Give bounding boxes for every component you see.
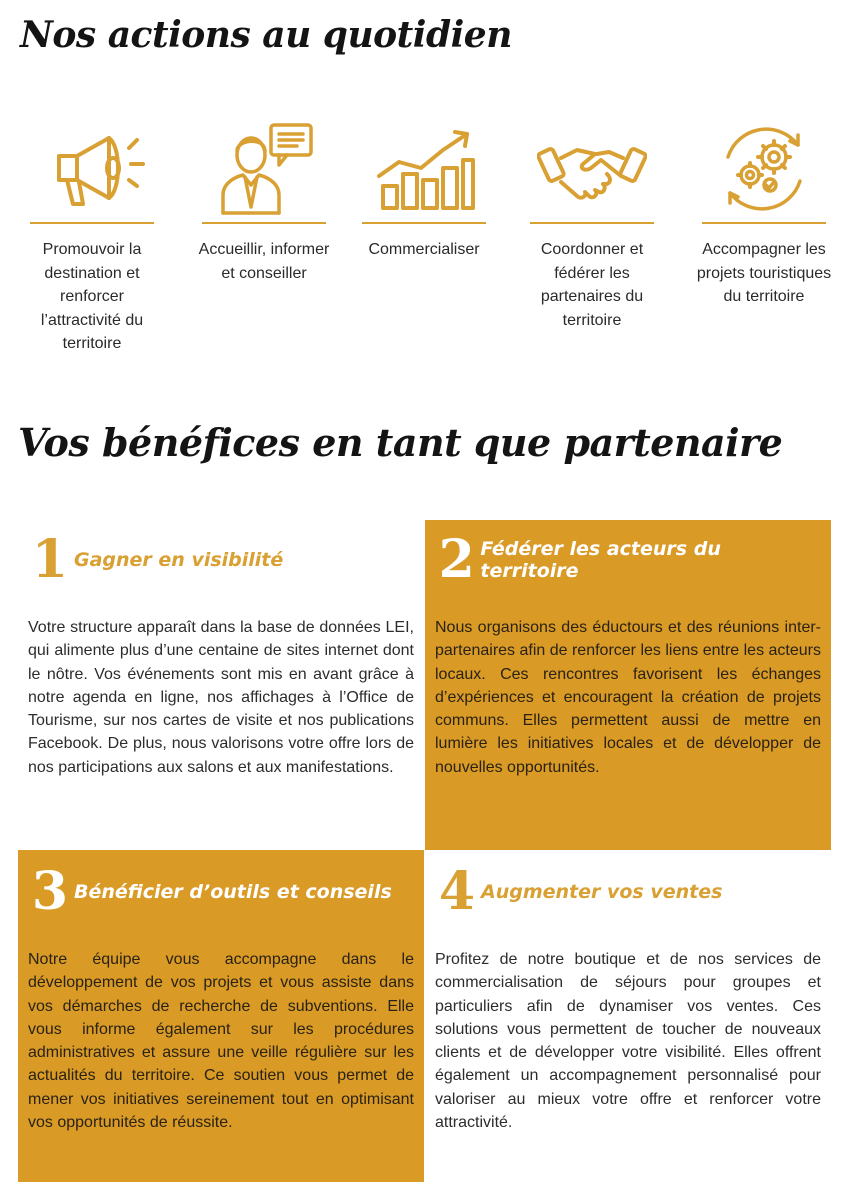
benefit-title: Fédérer les acteurs du territoire [480, 538, 721, 582]
actions-section-title: Nos actions au quotidien [20, 14, 512, 56]
benefit-heading [435, 862, 821, 922]
benefit-heading [28, 862, 414, 922]
benefit-text: Profitez de notre boutique et de nos services de commercialisation de séjours pour groupes et particuliers afin de dynamiser vos ventes. Ces solutions vous permettent de toucher de nouveaux clients et de développer votre visibilité. Elles offrent également un accompagnement personnalisé pour valoriser au mieux votre offre et renforcer votre attractivité. [435, 951, 821, 1132]
action-item-welcome [190, 116, 338, 285]
action-item-sell [350, 116, 498, 262]
action-label: Coordonner et fédérer les partenaires du territoire [540, 241, 644, 329]
benefit-card-visibility [18, 530, 424, 850]
action-item-coordinate [518, 116, 666, 332]
handshake-icon [518, 116, 666, 222]
gears-icon [690, 116, 838, 222]
action-label: Accueillir, informer et conseiller [198, 241, 330, 282]
benefit-text: Notre équipe vous accompagne dans le développement de vos projets et vous assiste dans vos démarches de recherche de subventions. Elle vous informe également sur les procédures administratives et assure une veille régulière sur les actualités du territoire. Ce soutien vous permet de mener vos initiatives sereinement tout en optimisant vos opportunités de réussite. [28, 951, 414, 1132]
benefits-section-title: Vos bénéfices en tant que partenaire [18, 420, 783, 465]
action-item-promote [18, 116, 166, 356]
action-label: Accompagner les projets touristiques du territoire [696, 241, 832, 305]
benefit-number: 2 [438, 529, 475, 590]
action-label: Commercialiser [368, 241, 480, 258]
benefit-text: Votre structure apparaît dans la base de données LEI, qui alimente plus d’une centaine de sites internet dont le nôtre. Vos événements sont mis en avant grâce à notre agenda en ligne, nos affichages à l’Office de Tourisme, sur nos cartes de visite et nos publications Facebook. De plus, nous valorisons votre offre lors de nos participations aux salons et aux manifestations. [28, 619, 414, 776]
benefit-number: 4 [438, 861, 476, 922]
action-item-support-projects [690, 116, 838, 309]
benefit-card-tools [18, 850, 424, 1182]
growth-chart-icon [350, 116, 498, 222]
benefit-heading [28, 530, 414, 590]
divider-line [362, 222, 486, 224]
benefit-card-sales [425, 862, 831, 1182]
divider-line [30, 222, 154, 224]
benefit-heading [435, 530, 821, 590]
divider-line [202, 222, 326, 224]
divider-line [530, 222, 654, 224]
benefit-title: Gagner en visibilité [74, 549, 284, 571]
benefit-text: Nous organisons des éductours et des réunions inter-partenaires afin de renforcer les liens entre les acteurs locaux. Ces rencontres favorisent les échanges d’expériences et encouragent la création de projets communs. Elles permettent aussi de mettre en lumière les initiatives locales et de développer de nouvelles opportunités. [435, 619, 821, 776]
benefit-title: Augmenter vos ventes [481, 881, 723, 903]
benefit-card-federate [425, 520, 831, 850]
action-label: Promouvoir la destination et renforcer l’attractivité du territoire [40, 241, 144, 352]
benefit-number: 3 [31, 861, 69, 922]
benefit-title: Bénéficier d’outils et conseils [74, 881, 392, 903]
megaphone-icon [18, 116, 166, 222]
divider-line [702, 222, 826, 224]
advisor-icon [190, 116, 338, 222]
benefit-number: 1 [31, 529, 69, 590]
